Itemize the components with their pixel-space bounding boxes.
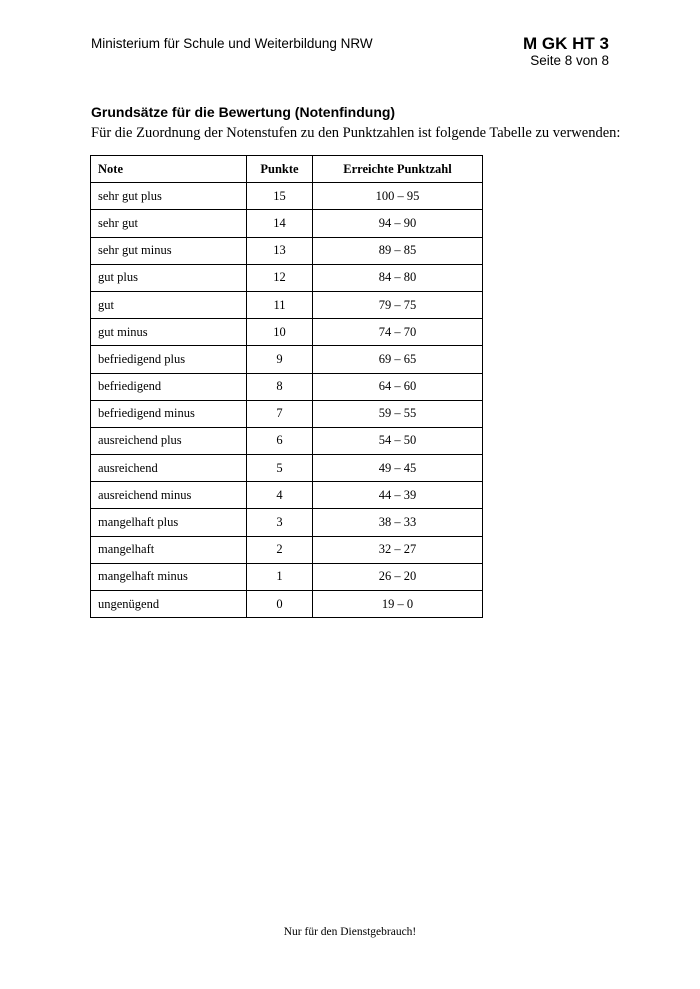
points-cell: 2 [247, 536, 313, 563]
intro-text: Für die Zuordnung der Notenstufen zu den Punktzahlen ist folgende Tabelle zu verwenden: [91, 125, 621, 141]
grade-name-cell: mangelhaft minus [91, 563, 247, 590]
grade-name-cell: gut minus [91, 319, 247, 346]
table-row [91, 400, 483, 427]
points-cell: 6 [247, 427, 313, 454]
score-range-cell: 19 – 0 [313, 591, 483, 618]
grade-name-cell: mangelhaft [91, 536, 247, 563]
score-range-cell: 26 – 20 [313, 563, 483, 590]
grade-name-cell: ausreichend [91, 455, 247, 482]
table-row [91, 237, 483, 264]
table-row [91, 183, 483, 210]
table-row [91, 591, 483, 618]
grade-name-cell: befriedigend plus [91, 346, 247, 373]
points-cell: 5 [247, 455, 313, 482]
table-row [91, 455, 483, 482]
grade-name-cell: ausreichend plus [91, 427, 247, 454]
points-cell: 15 [247, 183, 313, 210]
score-range-cell: 100 – 95 [313, 183, 483, 210]
score-range-cell: 32 – 27 [313, 536, 483, 563]
document-header-right [523, 34, 609, 69]
table-row [91, 373, 483, 400]
table-row [91, 264, 483, 291]
score-range-cell: 49 – 45 [313, 455, 483, 482]
page-number: Seite 8 von 8 [530, 53, 609, 68]
grade-name-cell: mangelhaft plus [91, 509, 247, 536]
table-row [91, 482, 483, 509]
score-range-cell: 94 – 90 [313, 210, 483, 237]
column-header-punkte: Punkte [247, 156, 313, 183]
points-cell: 1 [247, 563, 313, 590]
document-code: M GK HT 3 [523, 34, 609, 53]
points-cell: 8 [247, 373, 313, 400]
ministry-name: Ministerium für Schule und Weiterbildung NRW [91, 36, 373, 51]
score-range-cell: 69 – 65 [313, 346, 483, 373]
points-cell: 10 [247, 319, 313, 346]
score-range-cell: 89 – 85 [313, 237, 483, 264]
footer-note: Nur für den Dienstgebrauch! [283, 926, 417, 938]
points-cell: 12 [247, 264, 313, 291]
score-range-cell: 44 – 39 [313, 482, 483, 509]
table-row [91, 319, 483, 346]
table-row [91, 427, 483, 454]
points-cell: 4 [247, 482, 313, 509]
section-title: Grundsätze für die Bewertung (Notenfindung) [91, 104, 396, 120]
table-row [91, 563, 483, 590]
table-row [91, 291, 483, 318]
table-row [91, 210, 483, 237]
grade-table-body [91, 183, 483, 618]
score-range-cell: 74 – 70 [313, 319, 483, 346]
score-range-cell: 59 – 55 [313, 400, 483, 427]
points-cell: 3 [247, 509, 313, 536]
score-range-cell: 64 – 60 [313, 373, 483, 400]
points-cell: 9 [247, 346, 313, 373]
points-cell: 0 [247, 591, 313, 618]
column-header-range: Erreichte Punktzahl [313, 156, 483, 183]
points-cell: 7 [247, 400, 313, 427]
column-header-note: Note [91, 156, 247, 183]
points-cell: 14 [247, 210, 313, 237]
table-row [91, 509, 483, 536]
table-row [91, 346, 483, 373]
score-range-cell: 84 – 80 [313, 264, 483, 291]
score-range-cell: 38 – 33 [313, 509, 483, 536]
grade-name-cell: ausreichend minus [91, 482, 247, 509]
points-cell: 13 [247, 237, 313, 264]
grade-name-cell: befriedigend [91, 373, 247, 400]
grade-name-cell: gut plus [91, 264, 247, 291]
grade-name-cell: gut [91, 291, 247, 318]
grade-name-cell: sehr gut plus [91, 183, 247, 210]
table-row [91, 536, 483, 563]
points-cell: 11 [247, 291, 313, 318]
grade-name-cell: befriedigend minus [91, 400, 247, 427]
grade-name-cell: ungenügend [91, 591, 247, 618]
score-range-cell: 54 – 50 [313, 427, 483, 454]
grade-name-cell: sehr gut [91, 210, 247, 237]
grade-table [90, 155, 483, 618]
grade-name-cell: sehr gut minus [91, 237, 247, 264]
score-range-cell: 79 – 75 [313, 291, 483, 318]
table-header-row [91, 156, 483, 183]
